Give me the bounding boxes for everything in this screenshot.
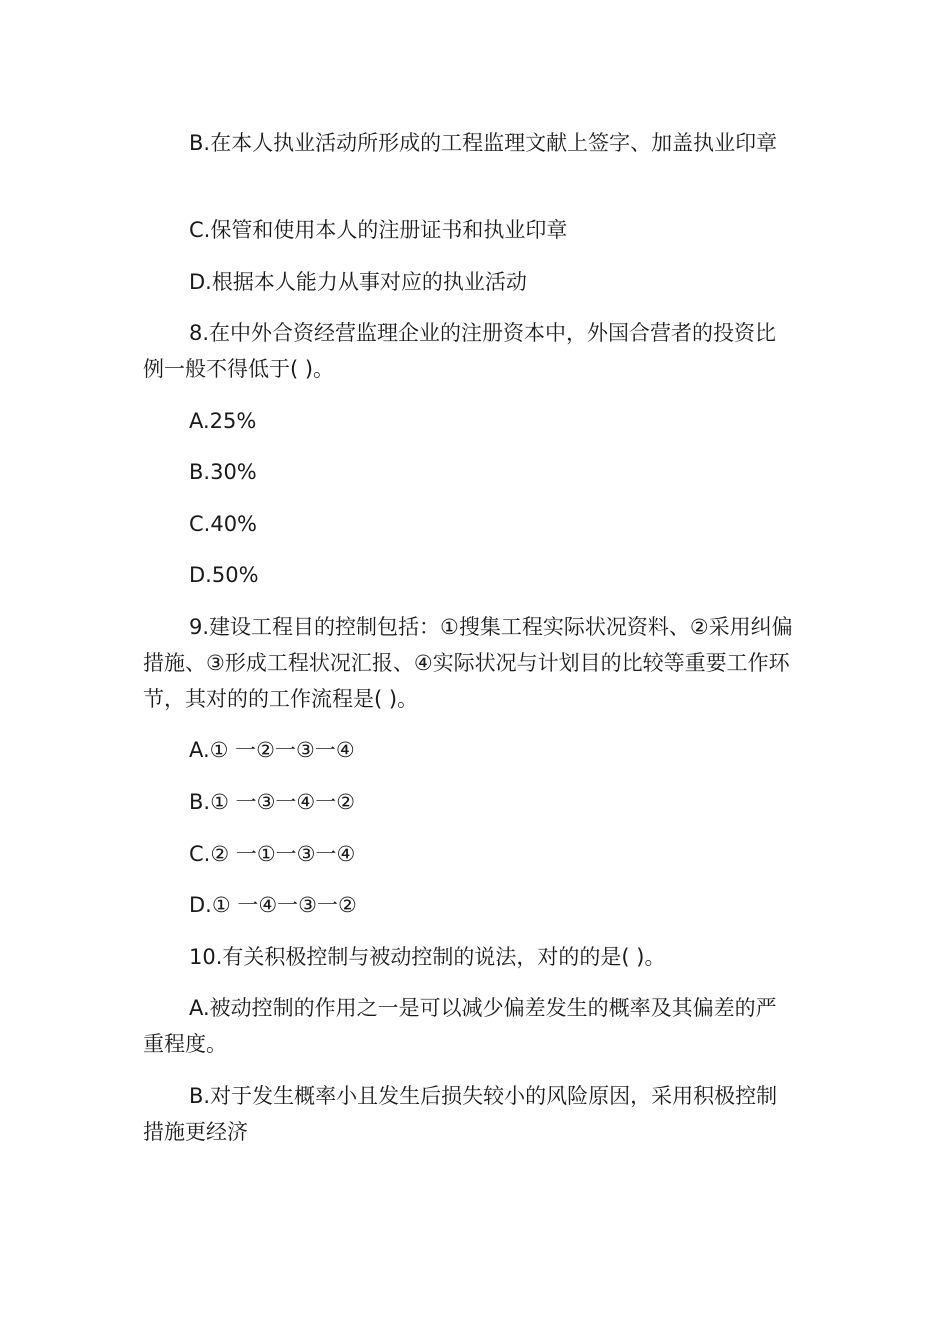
question-9: 9.建设工程目的控制包括：①搜集工程实际状况资料、②采用纠偏措施、③形成工程状况汇报、④实际状况与计划目的比较等重要工作环节，其对的的工作流程是( )。 [143,615,793,711]
option-b-line: B.在本人执业活动所形成的工程监理文献上签字、加盖执业印章 [189,131,778,155]
question-8-option-b: B.30% [189,460,257,484]
question-10: 10.有关积极控制与被动控制的说法，对的的是( )。 [189,945,666,969]
question-10-option-a: A.被动控制的作用之一是可以减少偏差发生的概率及其偏差的严重程度。 [143,996,777,1056]
question-9-option-b: B.① 一③一④一② [189,790,356,814]
option-d-line: D.根据本人能力从事对应的执业活动 [189,270,527,294]
question-9-option-d: D.① 一④一③一② [189,893,357,917]
question-8-option-d: D.50% [189,563,259,587]
question-8: 8.在中外合资经营监理企业的注册资本中，外国合营者的投资比例一般不得低于( )。 [143,321,777,381]
question-8-option-c: C.40% [189,512,258,536]
question-9-option-c: C.② 一①一③一④ [189,842,356,866]
question-10-option-b: B.对于发生概率小且发生后损失较小的风险原因，采用积极控制措施更经济 [143,1084,778,1144]
question-9-option-a: A.① 一②一③一④ [189,738,355,762]
question-8-option-a: A.25% [189,409,257,433]
option-c-line: C.保管和使用本人的注册证书和执业印章 [189,218,568,242]
